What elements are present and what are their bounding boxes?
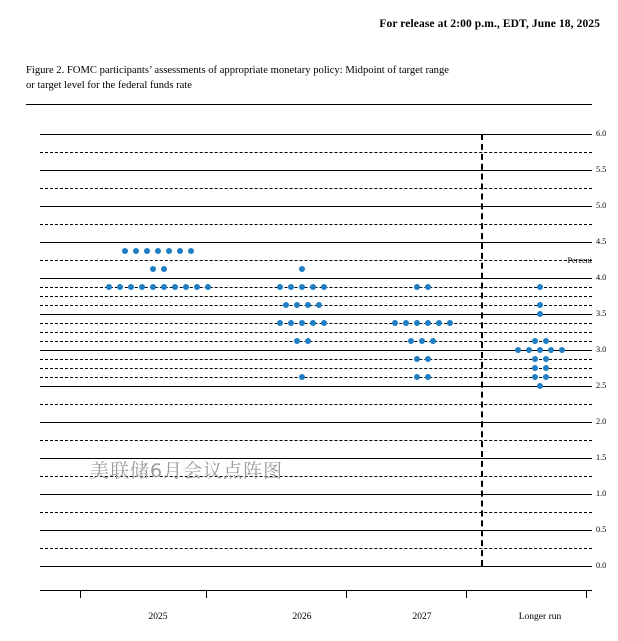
release-note: For release at 2:00 p.m., EDT, June 18, 2025 <box>379 18 600 30</box>
y-tick-label: 3.5 <box>596 309 607 318</box>
gridline-minor <box>40 404 592 405</box>
dot-marker <box>288 320 294 326</box>
caption-line-1: Figure 2. FOMC participants’ assessments of appropriate monetary policy: Midpoint of target range <box>26 65 449 76</box>
gridline-minor <box>40 260 592 261</box>
x-tick-mark <box>80 590 81 598</box>
dot-marker <box>543 365 549 371</box>
gridline-major <box>40 170 592 171</box>
dot-marker <box>305 338 311 344</box>
dot-marker <box>166 248 172 254</box>
gridline-major <box>40 494 592 495</box>
dot-marker <box>150 266 156 272</box>
dot-marker <box>321 320 327 326</box>
dot-marker <box>144 248 150 254</box>
gridline-minor <box>40 548 592 549</box>
x-tick-mark <box>466 590 467 598</box>
gridline-major <box>40 314 592 315</box>
dot-marker <box>161 266 167 272</box>
gridline-major <box>40 350 592 351</box>
dot-marker <box>133 248 139 254</box>
dot-marker <box>294 338 300 344</box>
dot-marker <box>425 356 431 362</box>
dot-marker <box>419 338 425 344</box>
dot-marker <box>155 248 161 254</box>
longer-run-divider <box>481 134 483 566</box>
x-tick-mark <box>206 590 207 598</box>
gridline-major <box>40 530 592 531</box>
gridline-minor <box>40 377 592 378</box>
dot-marker <box>161 284 167 290</box>
dot-marker <box>305 302 311 308</box>
figure-caption <box>26 64 592 93</box>
dot-marker <box>194 284 200 290</box>
x-axis-label: 2027 <box>412 612 432 622</box>
dot-marker <box>277 284 283 290</box>
dot-marker <box>425 320 431 326</box>
gridline-minor <box>40 332 592 333</box>
y-tick-label: 1.0 <box>596 489 607 498</box>
dot-marker <box>532 356 538 362</box>
dot-marker <box>537 302 543 308</box>
dot-marker <box>430 338 436 344</box>
dot-marker <box>408 338 414 344</box>
dot-marker <box>414 374 420 380</box>
dot-marker <box>543 374 549 380</box>
caption-divider <box>26 104 592 105</box>
y-tick-label: 2.0 <box>596 417 607 426</box>
dot-marker <box>414 284 420 290</box>
watermark-text: 美联储6月会议点阵图 <box>90 460 284 482</box>
gridline-major <box>40 422 592 423</box>
dot-marker <box>172 284 178 290</box>
dot-marker <box>559 347 565 353</box>
dot-marker <box>283 302 289 308</box>
dot-marker <box>548 347 554 353</box>
dot-marker <box>414 320 420 326</box>
dot-marker <box>288 284 294 290</box>
dot-marker <box>139 284 145 290</box>
gridline-major <box>40 278 592 279</box>
x-axis-label: 2026 <box>292 612 312 622</box>
dot-marker <box>414 356 420 362</box>
x-axis-label: 2025 <box>148 612 168 622</box>
y-tick-label: 5.0 <box>596 201 607 210</box>
gridline-major <box>40 242 592 243</box>
dot-marker <box>532 338 538 344</box>
gridline-minor <box>40 359 592 360</box>
dot-marker <box>299 284 305 290</box>
dot-marker <box>532 374 538 380</box>
dot-marker <box>294 302 300 308</box>
dot-marker <box>436 320 442 326</box>
dot-marker <box>526 347 532 353</box>
dot-marker <box>277 320 283 326</box>
dot-marker <box>183 284 189 290</box>
dot-marker <box>310 320 316 326</box>
dot-marker <box>425 284 431 290</box>
gridline-minor <box>40 188 592 189</box>
y-tick-label: 0.0 <box>596 561 607 570</box>
dot-marker <box>537 284 543 290</box>
dot-marker <box>117 284 123 290</box>
dot-marker <box>310 284 316 290</box>
gridline-major <box>40 566 592 567</box>
dot-marker <box>299 266 305 272</box>
dot-marker <box>543 338 549 344</box>
dot-marker <box>425 374 431 380</box>
dot-marker <box>537 383 543 389</box>
gridline-major <box>40 134 592 135</box>
dot-marker <box>150 284 156 290</box>
dot-marker <box>392 320 398 326</box>
dot-marker <box>447 320 453 326</box>
y-tick-label: 0.5 <box>596 525 607 534</box>
dot-marker <box>299 320 305 326</box>
x-axis-label: Longer run <box>518 612 562 622</box>
gridline-major <box>40 386 592 387</box>
gridline-minor <box>40 224 592 225</box>
dot-marker <box>188 248 194 254</box>
dot-plot-chart <box>40 129 607 572</box>
y-tick-label: 4.0 <box>596 273 607 282</box>
dot-marker <box>299 374 305 380</box>
gridline-minor <box>40 152 592 153</box>
y-axis-unit-label: Percent <box>567 256 592 265</box>
dot-marker <box>537 311 543 317</box>
gridline-major <box>40 206 592 207</box>
dot-marker <box>537 347 543 353</box>
gridline-minor <box>40 341 592 342</box>
x-tick-mark <box>346 590 347 598</box>
gridline-minor <box>40 296 592 297</box>
dot-marker <box>316 302 322 308</box>
dot-marker <box>321 284 327 290</box>
y-tick-label: 5.5 <box>596 165 607 174</box>
dot-marker <box>543 356 549 362</box>
caption-line-2: or target level for the federal funds rate <box>26 79 192 91</box>
y-tick-label: 1.5 <box>596 453 607 462</box>
y-tick-label: 6.0 <box>596 129 607 138</box>
dot-marker <box>205 284 211 290</box>
x-tick-mark <box>586 590 587 598</box>
gridline-minor <box>40 368 592 369</box>
y-tick-label: 4.5 <box>596 237 607 246</box>
gridline-minor <box>40 512 592 513</box>
dot-marker <box>515 347 521 353</box>
dot-marker <box>106 284 112 290</box>
dot-marker <box>128 284 134 290</box>
dot-marker <box>122 248 128 254</box>
y-tick-label: 3.0 <box>596 345 607 354</box>
dot-marker <box>177 248 183 254</box>
y-tick-label: 2.5 <box>596 381 607 390</box>
gridline-minor <box>40 440 592 441</box>
dot-marker <box>532 365 538 371</box>
dot-marker <box>403 320 409 326</box>
x-axis-line <box>40 590 592 591</box>
gridline-minor <box>40 323 592 324</box>
gridline-minor <box>40 287 592 288</box>
